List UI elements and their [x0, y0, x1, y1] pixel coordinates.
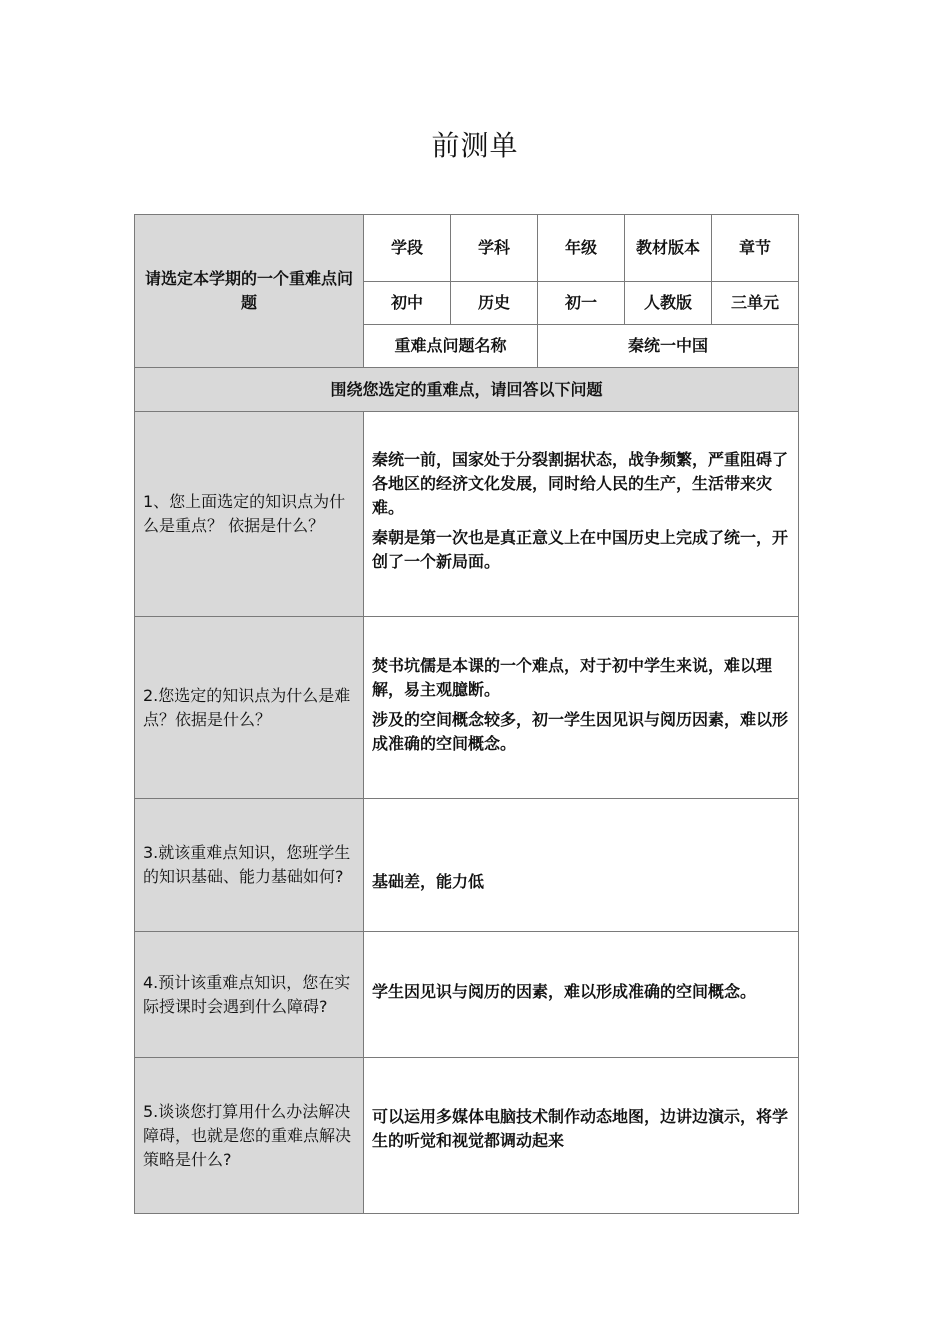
value-stage: 初中: [364, 282, 451, 325]
question-row: [135, 932, 799, 1058]
header-col-stage: 学段: [364, 215, 451, 282]
value-grade: 初一: [538, 282, 625, 325]
question-1: 1、您上面选定的知识点为什么是重点？ 依据是什么？: [135, 412, 364, 617]
answer-2-para-1: 焚书坑儒是本课的一个难点，对于初中学生来说，难以理解，易主观臆断。: [372, 655, 773, 699]
answer-1-para-2: 秦朝是第一次也是真正意义上在中国历史上完成了统一，开创了一个新局面。: [372, 528, 789, 571]
question-row: [135, 799, 799, 932]
question-row: [135, 1058, 799, 1214]
question-3: 3.就该重难点知识，您班学生的知识基础、能力基础如何?: [135, 799, 364, 932]
question-5: 5.谈谈您打算用什么办法解决障碍，也就是您的重难点解决策略是什么?: [135, 1058, 364, 1214]
question-2: 2.您选定的知识点为什么是难点？依据是什么？: [135, 617, 364, 799]
answer-1: [364, 412, 799, 617]
value-textbook: 人教版: [625, 282, 712, 325]
topic-label: 重难点问题名称: [364, 325, 538, 368]
header-col-grade: 年级: [538, 215, 625, 282]
question-row: [135, 617, 799, 799]
answer-5: [364, 1058, 799, 1214]
question-row: [135, 412, 799, 617]
answer-1-para-1: 秦统一前，国家处于分裂割据状态，战争频繁，严重阻碍了各地区的经济文化发展，同时给人民的生产，生活带来灾难。: [372, 450, 789, 517]
answer-3: [364, 799, 799, 932]
page-title: 前测单: [431, 129, 519, 162]
header-prompt-cell: 请选定本学期的一个重难点问题: [135, 215, 364, 368]
answer-2-para-2: 涉及的空间概念较多，初一学生因见识与阅历因素，难以形成准确的空间概念。: [372, 709, 789, 753]
value-chapter: 三单元: [712, 282, 799, 325]
answer-3-para-1: 基础差，能力低: [372, 872, 485, 891]
topic-value: 秦统一中国: [538, 325, 799, 368]
question-4: 4.预计该重难点知识，您在实际授课时会遇到什么障碍?: [135, 932, 364, 1058]
header-col-subject: 学科: [451, 215, 538, 282]
header-col-chapter: 章节: [712, 215, 799, 282]
value-subject: 历史: [451, 282, 538, 325]
pretest-form-table: [134, 214, 799, 1214]
answer-5-para-1: 可以运用多媒体电脑技术制作动态地图，边讲边演示，将学生的听觉和视觉都调动起来: [372, 1106, 789, 1150]
header-col-textbook: 教材版本: [625, 215, 712, 282]
answer-4: [364, 932, 799, 1058]
answer-4-para-1: 学生因见识与阅历的因素，难以形成准确的空间概念。: [372, 981, 757, 1001]
section-heading: 围绕您选定的重难点，请回答以下问题: [135, 368, 799, 412]
answer-2: [364, 617, 799, 799]
